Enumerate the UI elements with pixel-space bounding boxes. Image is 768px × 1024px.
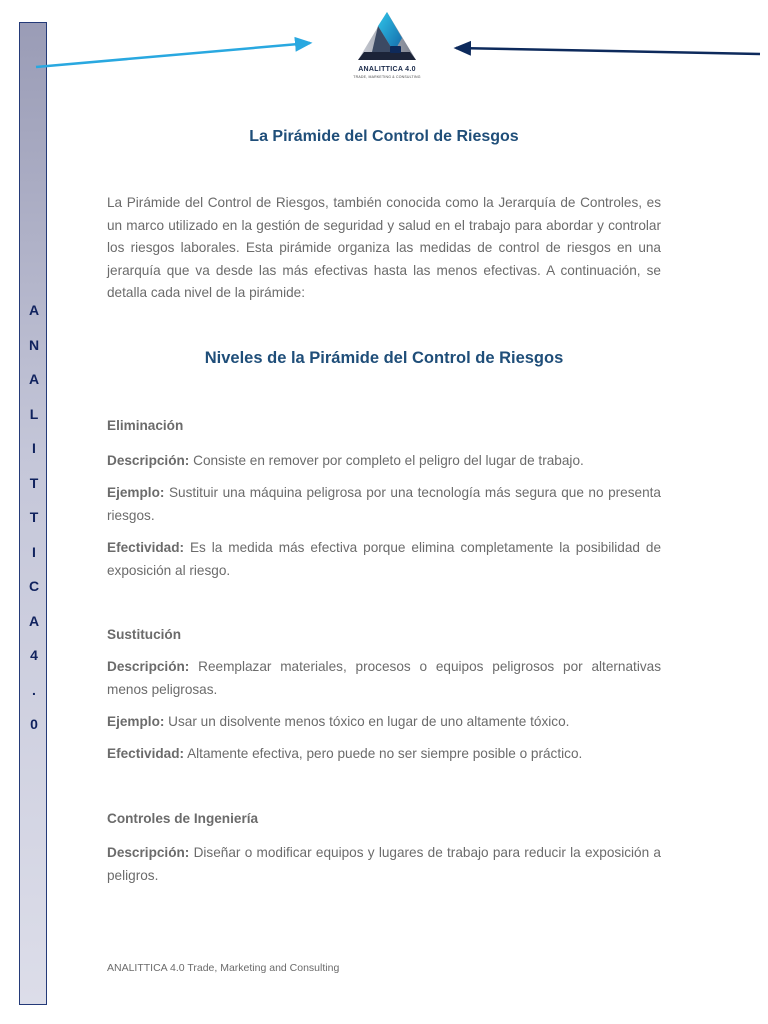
sidebar-letter: L <box>29 405 39 422</box>
item-label: Descripción: <box>107 659 190 674</box>
logo-triangle-icon <box>352 8 422 66</box>
logo-name: ANALITTICA 4.0 <box>358 66 416 73</box>
level-item <box>107 743 661 766</box>
page-title: La Pirámide del Control de Riesgos <box>249 128 519 145</box>
right-arrow <box>456 48 760 54</box>
footer-text: ANALITTICA 4.0 Trade, Marketing and Consulting <box>107 962 340 974</box>
item-label: Descripción: <box>107 453 190 468</box>
item-text: Sustituir una máquina peligrosa por una tecnología más segura que no presenta riesgos. <box>107 485 661 523</box>
sidebar-letter: I <box>32 440 36 456</box>
level-item <box>107 482 661 527</box>
level-heading-eliminacion: Eliminación <box>107 418 184 433</box>
sidebar-letter: A <box>28 371 40 387</box>
sidebar-letter: N <box>28 336 40 353</box>
item-text: Consiste en remover por completo el peligro del lugar de trabajo. <box>189 453 584 468</box>
level-item <box>107 842 661 887</box>
sidebar-brand-strip <box>19 22 47 1005</box>
item-text: Altamente efectiva, pero puede no ser siempre posible o práctico. <box>184 746 583 761</box>
sidebar-letter: 0 <box>30 716 38 732</box>
intro-paragraph: La Pirámide del Control de Riesgos, también conocida como la Jerarquía de Controles, es un marco utilizado en la gestión de seguridad y salud en el trabajo para abordar y controlar los riesgos laborales. Esta pirámide organiza las medidas de control de riesgos en una jerarquía que va desde las más efectivas hasta las menos efectivas. A continuación, se detalla cada nivel de la pirámide: <box>107 195 661 300</box>
item-label: Ejemplo: <box>107 485 165 500</box>
section-title: Niveles de la Pirámide del Control de Riesgos <box>204 349 564 367</box>
level-item <box>107 656 661 701</box>
sidebar-letter: T <box>29 509 39 525</box>
level-heading-controles-ingenieria: Controles de Ingeniería <box>107 811 259 826</box>
item-text: Es la medida más efectiva porque elimina completamente la posibilidad de exposición al riesgo. <box>107 540 661 578</box>
sidebar-letter: . <box>32 681 36 698</box>
level-item <box>107 537 661 582</box>
item-label: Efectividad: <box>107 540 185 555</box>
sidebar-letter: T <box>29 474 39 491</box>
level-item <box>107 450 661 473</box>
sidebar-letter: C <box>28 578 40 594</box>
level-item <box>107 711 661 734</box>
level-heading-sustitucion: Sustitución <box>107 627 182 642</box>
logo-tagline: TRADE, MARKETING & CONSULTING <box>353 75 421 79</box>
left-arrow <box>36 43 310 67</box>
item-label: Ejemplo: <box>107 714 165 729</box>
item-label: Descripción: <box>107 845 190 860</box>
item-text: Reemplazar materiales, procesos o equipos peligrosos por alternativas menos peligrosas. <box>107 659 661 697</box>
sidebar-letter: A <box>28 302 40 318</box>
item-text: Diseñar o modificar equipos y lugares de trabajo para reducir la exposición a peligros. <box>107 845 661 883</box>
item-text: Usar un disolvente menos tóxico en lugar de uno altamente tóxico. <box>164 714 570 729</box>
analittica-logo <box>352 8 422 84</box>
item-label: Efectividad: <box>107 746 185 761</box>
sidebar-letter: A <box>28 612 40 629</box>
sidebar-letter: 4 <box>30 647 38 663</box>
sidebar-letter: I <box>32 543 36 560</box>
